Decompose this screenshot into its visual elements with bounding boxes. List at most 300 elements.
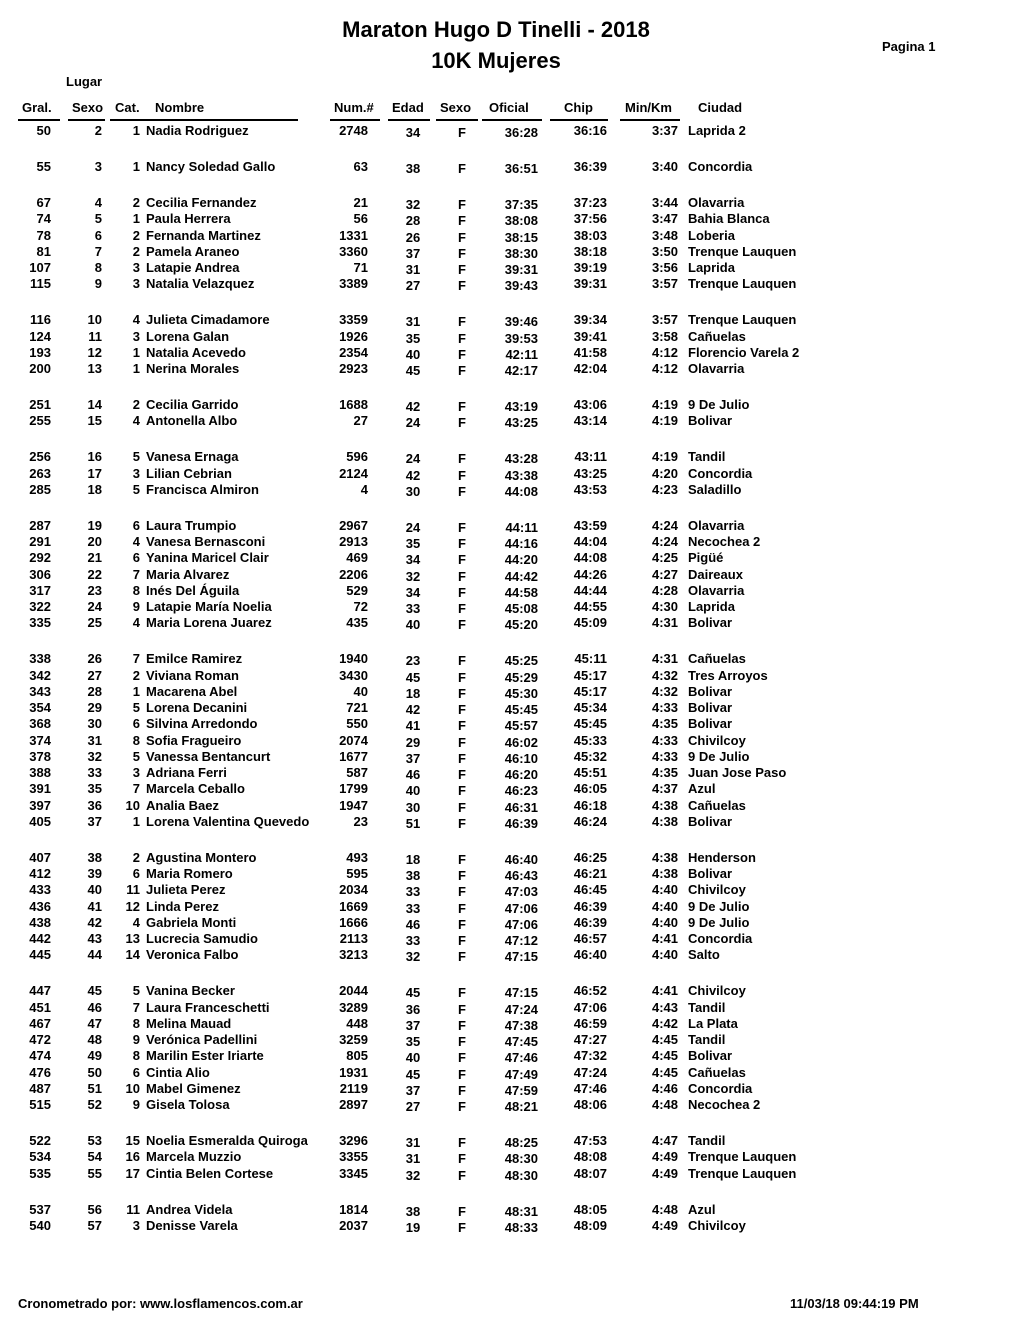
cell-cat: 8	[132, 582, 140, 598]
cell-chip: 38:18	[573, 243, 607, 259]
cell-gral: 433	[29, 882, 51, 898]
cell-nombre: Verónica Padellini	[146, 1032, 258, 1047]
cell-edad: 33	[405, 900, 421, 916]
cell-gral: 292	[29, 550, 51, 566]
cell-edad: 34	[405, 125, 421, 140]
cell-minkm: 3:47	[651, 211, 678, 227]
col-header-ciudad: Ciudad	[698, 100, 743, 115]
cell-sexo-place: 47	[87, 1015, 102, 1031]
cell-ciudad: Bolivar	[688, 615, 733, 631]
cell-cat: 3	[132, 1217, 140, 1233]
cell-sexo: F	[458, 767, 466, 782]
cell-num: 2044	[339, 983, 368, 999]
cell-sexo-place: 42	[87, 914, 102, 930]
cell-chip: 38:03	[573, 227, 607, 243]
cell-ciudad: Azul	[688, 1201, 716, 1217]
cell-sexo-place: 38	[87, 849, 102, 865]
cell-nombre: Gabriela Monti	[146, 914, 237, 930]
cell-minkm: 3:57	[651, 276, 678, 292]
table-row	[0, 1016, 1000, 1032]
cell-ciudad: Bolivar	[688, 683, 733, 699]
cell-cat: 11	[126, 882, 140, 898]
cell-gral: 255	[29, 413, 51, 429]
cell-edad: 36	[405, 1001, 421, 1017]
cell-sexo: F	[458, 568, 466, 584]
cell-num: 63	[353, 159, 368, 174]
cell-oficial: 44:58	[504, 584, 538, 600]
cell-chip: 48:08	[573, 1149, 607, 1165]
cell-minkm: 4:33	[651, 732, 678, 748]
cell-gral: 472	[29, 1032, 51, 1047]
cell-gral: 81	[36, 243, 51, 259]
cell-ciudad: Cañuelas	[688, 328, 746, 344]
cell-edad: 42	[405, 467, 421, 483]
cell-chip: 39:41	[573, 328, 607, 344]
cell-edad: 24	[405, 451, 421, 467]
cell-minkm: 4:40	[651, 947, 678, 963]
table-row	[0, 159, 1000, 175]
cell-sexo: F	[458, 467, 466, 483]
table-row	[0, 1133, 1000, 1149]
cell-num: 805	[346, 1048, 368, 1064]
cell-chip: 44:44	[573, 582, 607, 598]
cell-sexo: F	[458, 363, 466, 378]
cell-ciudad: Bolivar	[688, 866, 733, 881]
cell-ciudad: Cañuelas	[688, 1064, 746, 1080]
cell-cat: 10	[125, 1080, 140, 1096]
cell-nombre: Macarena Abel	[146, 683, 238, 699]
cell-sexo: F	[458, 415, 466, 431]
cell-sexo-place: 19	[87, 517, 102, 533]
cell-minkm: 4:25	[651, 550, 678, 566]
cell-oficial: 47:46	[504, 1050, 538, 1066]
cell-nombre: Nerina Morales	[146, 361, 240, 376]
cell-edad: 27	[405, 1099, 421, 1114]
cell-num: 2124	[339, 465, 368, 481]
cell-minkm: 3:48	[651, 227, 678, 243]
cell-edad: 33	[405, 884, 421, 900]
cell-nombre: Adriana Ferri	[146, 765, 227, 780]
cell-cat: 9	[132, 599, 140, 614]
cell-minkm: 4:32	[651, 683, 678, 699]
cell-edad: 34	[405, 584, 421, 600]
cell-sexo: F	[458, 552, 466, 568]
table-row	[0, 482, 1000, 498]
cell-sexo-place: 37	[87, 813, 102, 829]
cell-edad: 45	[405, 985, 421, 1001]
cell-sexo-place: 5	[94, 211, 102, 227]
col-header-oficial: Oficial	[489, 100, 529, 115]
cell-num: 448	[346, 1015, 368, 1031]
cell-ciudad: Cañuelas	[688, 797, 746, 813]
cell-gral: 335	[29, 615, 51, 631]
cell-ciudad: Concordia	[688, 465, 753, 481]
cell-chip: 48:06	[573, 1097, 607, 1112]
cell-cat: 17	[125, 1165, 140, 1181]
cell-sexo: F	[458, 197, 466, 212]
header-underline	[330, 119, 380, 121]
cell-edad: 32	[405, 949, 421, 965]
cell-sexo: F	[458, 213, 466, 229]
cell-cat: 2	[132, 397, 140, 412]
cell-chip: 44:55	[573, 599, 607, 614]
cell-nombre: Vanessa Bentancurt	[146, 748, 271, 764]
cell-edad: 34	[405, 552, 421, 568]
cell-sexo: F	[458, 685, 466, 701]
cell-oficial: 43:19	[504, 399, 538, 414]
cell-num: 72	[353, 599, 368, 614]
cell-edad: 45	[405, 669, 421, 685]
cell-nombre: Latapie Andrea	[146, 260, 240, 275]
cell-sexo: F	[458, 669, 466, 685]
cell-num: 1799	[339, 781, 368, 797]
cell-chip: 37:56	[573, 211, 607, 227]
cell-sexo-place: 31	[87, 732, 102, 748]
cell-chip: 41:58	[573, 344, 607, 360]
cell-sexo: F	[458, 1151, 466, 1167]
cell-num: 2119	[339, 1080, 368, 1096]
cell-gral: 291	[29, 534, 51, 549]
col-header-num: Num.#	[334, 100, 374, 115]
cell-nombre: Fernanda Martinez	[146, 227, 261, 243]
cell-sexo: F	[458, 851, 466, 867]
cell-cat: 14	[125, 947, 140, 963]
cell-minkm: 3:40	[651, 159, 678, 174]
cell-chip: 46:57	[573, 931, 607, 946]
cell-edad: 42	[405, 399, 421, 414]
col-header-sexo-place: Sexo	[72, 100, 104, 115]
cell-sexo: F	[458, 750, 466, 766]
cell-nombre: Sofia Fragueiro	[146, 732, 242, 748]
cell-chip: 47:53	[573, 1133, 607, 1148]
cell-ciudad: Trenque Lauquen	[688, 276, 797, 292]
cell-gral: 391	[29, 781, 51, 797]
cell-num: 56	[353, 211, 368, 227]
cell-num: 3360	[339, 243, 368, 259]
cell-chip: 45:33	[573, 732, 607, 748]
cell-chip: 45:32	[573, 748, 607, 764]
page-number: Pagina 1	[882, 39, 936, 54]
cell-ciudad: Chivilcoy	[688, 983, 746, 999]
cell-oficial: 38:08	[504, 213, 538, 229]
cell-oficial: 38:30	[504, 245, 538, 261]
cell-chip: 43:06	[573, 397, 607, 412]
cell-num: 40	[353, 683, 368, 699]
cell-ciudad: Tandil	[688, 449, 726, 465]
table-row	[0, 866, 1000, 882]
cell-minkm: 4:47	[651, 1133, 678, 1148]
cell-cat: 1	[132, 344, 140, 360]
cell-sexo: F	[458, 868, 466, 883]
cell-num: 550	[346, 716, 368, 732]
cell-cat: 3	[132, 260, 140, 275]
cell-sexo: F	[458, 262, 466, 277]
cell-sexo-place: 23	[87, 582, 102, 598]
cell-sexo-place: 26	[87, 651, 102, 667]
cell-nombre: Linda Perez	[146, 898, 219, 914]
cell-sexo: F	[458, 451, 466, 467]
cell-nombre: Cintia Belen Cortese	[146, 1165, 274, 1181]
cell-cat: 3	[132, 276, 140, 292]
cell-cat: 1	[132, 361, 140, 376]
cell-oficial: 43:28	[504, 451, 538, 467]
cell-sexo: F	[458, 985, 466, 1001]
cell-chip: 39:34	[573, 312, 607, 328]
cell-edad: 28	[405, 213, 421, 229]
cell-oficial: 47:03	[504, 884, 538, 900]
cell-cat: 10	[125, 797, 140, 813]
cell-sexo-place: 44	[87, 947, 102, 963]
cell-ciudad: Olavarria	[688, 195, 745, 210]
cell-cat: 8	[132, 1015, 140, 1031]
cell-sexo-place: 18	[87, 481, 102, 497]
cell-sexo: F	[458, 718, 466, 734]
cell-chip: 47:32	[573, 1048, 607, 1064]
cell-cat: 1	[132, 813, 140, 829]
table-row	[0, 931, 1000, 947]
table-row	[0, 276, 1000, 292]
cell-edad: 37	[405, 1082, 421, 1098]
cell-sexo: F	[458, 1203, 466, 1219]
cell-chip: 46:39	[573, 914, 607, 930]
cell-sexo-place: 16	[87, 449, 102, 465]
cell-minkm: 3:37	[651, 123, 678, 138]
cell-minkm: 4:35	[651, 716, 678, 732]
cell-nombre: Viviana Roman	[146, 667, 239, 683]
cell-ciudad: Saladillo	[688, 481, 742, 497]
cell-num: 2748	[339, 123, 368, 138]
cell-nombre: Emilce Ramirez	[146, 651, 243, 667]
table-row	[0, 733, 1000, 749]
cell-ciudad: Bolivar	[688, 716, 733, 732]
cell-chip: 43:59	[573, 517, 607, 533]
cell-chip: 46:25	[573, 849, 607, 865]
cell-nombre: Cintia Alio	[146, 1064, 210, 1080]
cell-edad: 38	[405, 1203, 421, 1219]
table-row	[0, 983, 1000, 999]
cell-chip: 46:05	[573, 781, 607, 797]
cell-oficial: 45:29	[504, 669, 538, 685]
cell-edad: 31	[405, 262, 421, 277]
cell-minkm: 4:48	[651, 1097, 678, 1112]
cell-oficial: 45:45	[504, 702, 538, 717]
cell-sexo-place: 32	[87, 748, 102, 764]
cell-gral: 405	[29, 813, 51, 829]
cell-chip: 46:52	[573, 983, 607, 999]
cell-gral: 107	[29, 260, 51, 275]
cell-cat: 4	[132, 312, 140, 328]
cell-minkm: 4:19	[651, 449, 678, 465]
cell-ciudad: 9 De Julio	[688, 397, 750, 412]
cell-oficial: 45:57	[504, 718, 538, 734]
cell-chip: 39:19	[573, 260, 607, 275]
cell-ciudad: Henderson	[688, 849, 756, 865]
table-row	[0, 651, 1000, 667]
cell-nombre: Laura Trumpio	[146, 517, 237, 533]
table-row	[0, 228, 1000, 244]
table-row	[0, 915, 1000, 931]
cell-ciudad: Cañuelas	[688, 651, 746, 667]
cell-oficial: 48:30	[504, 1151, 538, 1167]
cell-sexo: F	[458, 483, 466, 499]
cell-cat: 5	[132, 449, 140, 465]
cell-nombre: Francisca Almiron	[146, 481, 259, 497]
cell-sexo: F	[458, 1017, 466, 1033]
cell-minkm: 4:42	[651, 1015, 678, 1031]
cell-minkm: 4:40	[651, 914, 678, 930]
cell-sexo-place: 40	[87, 882, 102, 898]
cell-sexo: F	[458, 799, 466, 815]
cell-edad: 46	[405, 767, 421, 782]
cell-edad: 23	[405, 653, 421, 669]
table-row	[0, 518, 1000, 534]
table-row	[0, 361, 1000, 377]
cell-ciudad: Tandil	[688, 1133, 726, 1148]
table-row	[0, 814, 1000, 830]
cell-num: 529	[346, 582, 368, 598]
cell-minkm: 4:27	[651, 566, 678, 582]
cell-gral: 378	[29, 748, 51, 764]
table-row	[0, 749, 1000, 765]
cell-sexo-place: 45	[87, 983, 102, 999]
cell-ciudad: Bahia Blanca	[688, 211, 770, 227]
cell-sexo-place: 4	[94, 195, 102, 210]
cell-gral: 306	[29, 566, 51, 582]
cell-nombre: Denisse Varela	[146, 1217, 238, 1233]
cell-nombre: Vanina Becker	[146, 983, 235, 999]
cell-num: 721	[346, 700, 368, 715]
cell-chip: 36:16	[573, 123, 607, 138]
cell-gral: 285	[29, 481, 51, 497]
cell-sexo: F	[458, 1099, 466, 1114]
cell-gral: 447	[29, 983, 51, 999]
cell-cat: 9	[132, 1032, 140, 1047]
col-header-chip: Chip	[564, 100, 593, 115]
cell-cat: 2	[132, 227, 140, 243]
cell-cat: 5	[132, 700, 140, 715]
table-row	[0, 1097, 1000, 1113]
cell-sexo: F	[458, 125, 466, 140]
cell-num: 435	[346, 615, 368, 631]
cell-oficial: 46:40	[504, 851, 538, 867]
header-underline	[482, 119, 542, 121]
cell-sexo: F	[458, 916, 466, 932]
cell-sexo-place: 55	[87, 1165, 102, 1181]
table-row	[0, 1149, 1000, 1165]
cell-chip: 43:25	[573, 465, 607, 481]
page-title: Maraton Hugo D Tinelli - 2018	[342, 17, 650, 42]
cell-nombre: Antonella Albo	[146, 413, 238, 429]
cell-sexo-place: 11	[88, 328, 102, 344]
cell-sexo-place: 2	[94, 123, 102, 138]
cell-oficial: 47:45	[504, 1034, 538, 1049]
cell-minkm: 3:58	[651, 328, 678, 344]
cell-gral: 474	[29, 1048, 51, 1064]
table-row	[0, 716, 1000, 732]
cell-ciudad: Bolivar	[688, 700, 733, 715]
cell-cat: 6	[132, 550, 140, 566]
cell-sexo: F	[458, 314, 466, 330]
cell-chip: 43:14	[573, 413, 607, 429]
header-underline	[550, 119, 608, 121]
cell-num: 1688	[339, 397, 368, 412]
cell-ciudad: Daireaux	[688, 566, 743, 582]
cell-edad: 38	[405, 161, 421, 176]
cell-cat: 2	[132, 243, 140, 259]
cell-gral: 263	[29, 465, 51, 481]
cell-chip: 44:08	[573, 550, 607, 566]
cell-nombre: Natalia Velazquez	[146, 276, 255, 292]
cell-chip: 46:40	[573, 947, 607, 963]
cell-num: 71	[353, 260, 368, 275]
cell-gral: 124	[29, 328, 51, 344]
cell-oficial: 36:28	[504, 125, 538, 140]
cell-cat: 8	[132, 1048, 140, 1064]
cell-num: 2113	[339, 931, 368, 946]
cell-gral: 193	[29, 344, 51, 360]
table-row	[0, 1202, 1000, 1218]
cell-sexo-place: 17	[87, 465, 102, 481]
cell-edad: 45	[405, 1066, 421, 1082]
cell-gral: 368	[29, 716, 51, 732]
cell-gral: 74	[36, 211, 51, 227]
cell-chip: 45:34	[573, 700, 607, 715]
cell-oficial: 37:35	[504, 197, 538, 212]
cell-sexo: F	[458, 734, 466, 750]
cell-ciudad: Trenque Lauquen	[688, 1149, 797, 1165]
col-header-cat: Cat.	[115, 100, 140, 115]
cell-edad: 33	[405, 933, 421, 948]
cell-minkm: 4:32	[651, 667, 678, 683]
cell-oficial: 44:20	[504, 552, 538, 568]
cell-oficial: 46:39	[504, 815, 538, 831]
cell-ciudad: 9 De Julio	[688, 898, 750, 914]
cell-chip: 46:39	[573, 898, 607, 914]
footer-credit: Cronometrado por: www.losflamencos.com.ar	[18, 1296, 303, 1311]
cell-gral: 534	[29, 1149, 51, 1165]
cell-sexo-place: 30	[87, 716, 102, 732]
cell-cat: 7	[132, 999, 140, 1015]
cell-chip: 45:09	[573, 615, 607, 631]
cell-gral: 438	[29, 914, 51, 930]
cell-edad: 19	[405, 1219, 421, 1235]
cell-minkm: 4:38	[651, 849, 678, 865]
cell-sexo-place: 36	[87, 797, 102, 813]
cell-cat: 6	[132, 1064, 140, 1080]
cell-sexo: F	[458, 1034, 466, 1049]
cell-edad: 30	[405, 483, 421, 499]
cell-nombre: Noelia Esmeralda Quiroga	[146, 1133, 308, 1148]
cell-ciudad: Concordia	[688, 1080, 753, 1096]
cell-num: 27	[353, 413, 368, 429]
cell-gral: 442	[29, 931, 51, 946]
cell-sexo-place: 46	[87, 999, 102, 1015]
cell-sexo-place: 9	[94, 276, 102, 292]
cell-num: 1931	[339, 1064, 368, 1080]
cell-cat: 5	[132, 748, 140, 764]
cell-oficial: 48:31	[504, 1203, 538, 1219]
table-row	[0, 781, 1000, 797]
cell-oficial: 42:11	[505, 346, 538, 362]
cell-nombre: Latapie María Noelia	[146, 599, 272, 614]
cell-sexo-place: 53	[87, 1133, 102, 1148]
cell-minkm: 4:24	[651, 517, 678, 533]
cell-minkm: 3:50	[651, 243, 678, 259]
cell-nombre: Cecilia Garrido	[146, 397, 239, 412]
cell-sexo-place: 43	[87, 931, 102, 946]
table-row	[0, 882, 1000, 898]
col-header-nombre: Nombre	[155, 100, 205, 115]
